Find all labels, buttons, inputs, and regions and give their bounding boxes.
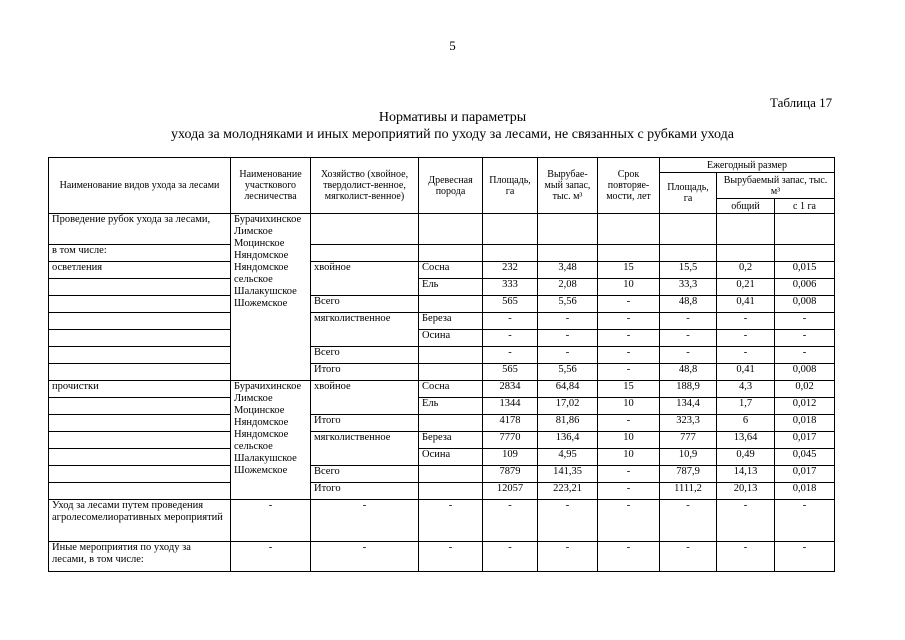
table-cell: 4,95 bbox=[538, 449, 598, 466]
economy-cell: хвойное bbox=[311, 381, 419, 415]
table-cell: 0,012 bbox=[775, 398, 835, 415]
table-cell: 232 bbox=[483, 262, 538, 279]
table-subtitle: ухода за молодняками и иных мероприятий по уходу за лесами, не связанных с рубками ухода bbox=[171, 127, 734, 142]
species-cell: Ель bbox=[419, 398, 483, 415]
row-label: Уход за лесами путем проведения агролесомелиоративных мероприятий bbox=[49, 500, 231, 542]
table-cell: 7770 bbox=[483, 432, 538, 449]
table-cell: - bbox=[660, 330, 717, 347]
empty-cell bbox=[49, 279, 231, 296]
table-label: Таблица 17 bbox=[770, 95, 833, 110]
table-cell: 48,8 bbox=[660, 296, 717, 313]
table-cell: - bbox=[775, 347, 835, 364]
empty-cell bbox=[49, 398, 231, 415]
table-cell: 14,13 bbox=[717, 466, 775, 483]
row-label: Проведение рубок ухода за лесами, bbox=[49, 214, 231, 245]
table-cell: 33,3 bbox=[660, 279, 717, 296]
table-cell: 777 bbox=[660, 432, 717, 449]
species-cell: Береза bbox=[419, 313, 483, 330]
table-cell: - bbox=[483, 500, 538, 542]
table-cell: 223,21 bbox=[538, 483, 598, 500]
table-cell: 12057 bbox=[483, 483, 538, 500]
table-title: Нормативы и параметры bbox=[378, 110, 527, 125]
header-per-ha: с 1 га bbox=[775, 199, 835, 214]
empty-cell bbox=[419, 296, 483, 313]
total-label: Итого bbox=[311, 364, 419, 381]
table-cell: 0,017 bbox=[775, 466, 835, 483]
table-cell: 188,9 bbox=[660, 381, 717, 398]
table-cell: - bbox=[775, 330, 835, 347]
table-cell: - bbox=[717, 542, 775, 572]
empty-cell bbox=[49, 449, 231, 466]
table-cell: 10 bbox=[598, 279, 660, 296]
table-cell: - bbox=[538, 500, 598, 542]
table-cell: 20,13 bbox=[717, 483, 775, 500]
empty-cell bbox=[717, 214, 775, 245]
subtotal-label: Всего bbox=[311, 347, 419, 364]
table-cell: - bbox=[775, 542, 835, 572]
table-cell: - bbox=[538, 347, 598, 364]
table-cell: 136,4 bbox=[538, 432, 598, 449]
table-cell: - bbox=[660, 347, 717, 364]
empty-cell bbox=[311, 214, 419, 245]
economy-cell: хвойное bbox=[311, 262, 419, 296]
table-cell: 10 bbox=[598, 398, 660, 415]
empty-cell bbox=[419, 245, 483, 262]
forestry-list: Бурачихинское Лимское Моцинское Няндомское Няндомское сельское Шалакушское Шожемское bbox=[231, 214, 311, 381]
header-species: Древесная порода bbox=[419, 158, 483, 214]
table-cell: 15,5 bbox=[660, 262, 717, 279]
header-total: общий bbox=[717, 199, 775, 214]
table-cell: - bbox=[717, 500, 775, 542]
table-cell: 10 bbox=[598, 432, 660, 449]
forestry-list: Бурачихинское Лимское Моцинское Няндомское Няндомское сельское Шалакушское Шожемское bbox=[231, 381, 311, 500]
row-label: в том числе: bbox=[49, 245, 231, 262]
table-cell: - bbox=[660, 500, 717, 542]
table-cell: 141,35 bbox=[538, 466, 598, 483]
table-cell: - bbox=[483, 330, 538, 347]
row-label: осветления bbox=[49, 262, 231, 279]
empty-cell bbox=[598, 245, 660, 262]
empty-cell bbox=[660, 245, 717, 262]
empty-cell bbox=[49, 432, 231, 449]
header-type: Наименование видов ухода за лесами bbox=[49, 158, 231, 214]
subtotal-label: Всего bbox=[311, 296, 419, 313]
table-cell: - bbox=[775, 500, 835, 542]
table-cell: 2,08 bbox=[538, 279, 598, 296]
empty-cell bbox=[717, 245, 775, 262]
table-cell: 565 bbox=[483, 364, 538, 381]
table-cell: 1344 bbox=[483, 398, 538, 415]
table-cell: 0,41 bbox=[717, 364, 775, 381]
table-cell: 7879 bbox=[483, 466, 538, 483]
table-cell: 4178 bbox=[483, 415, 538, 432]
table-cell: 2834 bbox=[483, 381, 538, 398]
table-cell: 134,4 bbox=[660, 398, 717, 415]
table-cell: - bbox=[538, 313, 598, 330]
table-cell: - bbox=[598, 542, 660, 572]
table-cell: 0,015 bbox=[775, 262, 835, 279]
empty-cell bbox=[419, 364, 483, 381]
header-annual-stock: Вырубаемый запас, тыс. м³ bbox=[717, 173, 835, 199]
empty-cell bbox=[538, 214, 598, 245]
table-cell: 17,02 bbox=[538, 398, 598, 415]
species-cell: Сосна bbox=[419, 381, 483, 398]
table-cell: - bbox=[598, 415, 660, 432]
table-cell: 0,045 bbox=[775, 449, 835, 466]
empty-cell bbox=[419, 483, 483, 500]
empty-cell bbox=[483, 214, 538, 245]
empty-cell bbox=[49, 313, 231, 330]
empty-cell bbox=[775, 214, 835, 245]
row-label: Иные мероприятия по уходу за лесами, в том числе: bbox=[49, 542, 231, 572]
table-cell: 323,3 bbox=[660, 415, 717, 432]
table-cell: 15 bbox=[598, 262, 660, 279]
table-cell: - bbox=[231, 500, 311, 542]
table-cell: - bbox=[598, 347, 660, 364]
table-cell: - bbox=[598, 500, 660, 542]
table-cell: 333 bbox=[483, 279, 538, 296]
empty-cell bbox=[775, 245, 835, 262]
empty-cell bbox=[49, 483, 231, 500]
table-cell: - bbox=[483, 313, 538, 330]
table-cell: 6 bbox=[717, 415, 775, 432]
table-cell: 0,018 bbox=[775, 483, 835, 500]
table-cell: - bbox=[598, 296, 660, 313]
table-cell: 0,017 bbox=[775, 432, 835, 449]
table-cell: 0,018 bbox=[775, 415, 835, 432]
empty-cell bbox=[660, 214, 717, 245]
table-cell: - bbox=[717, 347, 775, 364]
table-cell: - bbox=[660, 542, 717, 572]
table-cell: 13,64 bbox=[717, 432, 775, 449]
species-cell: Осина bbox=[419, 449, 483, 466]
page-number: 5 bbox=[449, 38, 456, 53]
empty-cell bbox=[49, 296, 231, 313]
table-cell: 10,9 bbox=[660, 449, 717, 466]
subtotal-label: Всего bbox=[311, 466, 419, 483]
table-cell: - bbox=[538, 330, 598, 347]
header-economy: Хозяйство (хвойное, твердолист-венное, мягколист-венное) bbox=[311, 158, 419, 214]
table-cell: 48,8 bbox=[660, 364, 717, 381]
economy-cell: мягколиственное bbox=[311, 432, 419, 466]
table-cell: 0,008 bbox=[775, 296, 835, 313]
table-cell: - bbox=[775, 313, 835, 330]
table-cell: 109 bbox=[483, 449, 538, 466]
table-cell: 0,02 bbox=[775, 381, 835, 398]
total-label: Итого bbox=[311, 483, 419, 500]
table-cell: - bbox=[419, 542, 483, 572]
table-cell: 0,21 bbox=[717, 279, 775, 296]
empty-cell bbox=[419, 214, 483, 245]
species-cell: Сосна bbox=[419, 262, 483, 279]
table-cell: 64,84 bbox=[538, 381, 598, 398]
header-period: Срок повторяе-мости, лет bbox=[598, 158, 660, 214]
table-cell: - bbox=[660, 313, 717, 330]
table-cell: - bbox=[311, 542, 419, 572]
table-cell: - bbox=[483, 542, 538, 572]
empty-cell bbox=[598, 214, 660, 245]
table-cell: 10 bbox=[598, 449, 660, 466]
row-label: прочистки bbox=[49, 381, 231, 398]
table-cell: - bbox=[598, 313, 660, 330]
table-cell: - bbox=[419, 500, 483, 542]
table-cell: 4,3 bbox=[717, 381, 775, 398]
table-cell: - bbox=[483, 347, 538, 364]
species-cell: Осина bbox=[419, 330, 483, 347]
empty-cell bbox=[538, 245, 598, 262]
header-annual-area: Площадь, га bbox=[660, 173, 717, 214]
table-cell: - bbox=[598, 364, 660, 381]
table-cell: - bbox=[717, 313, 775, 330]
table-cell: 5,56 bbox=[538, 296, 598, 313]
table-cell: 5,56 bbox=[538, 364, 598, 381]
norms-table bbox=[48, 157, 835, 572]
header-area: Площадь, га bbox=[483, 158, 538, 214]
header-stock: Вырубае-мый запас, тыс. м³ bbox=[538, 158, 598, 214]
table-cell: - bbox=[598, 330, 660, 347]
empty-cell bbox=[49, 415, 231, 432]
header-annual: Ежегодный размер bbox=[660, 158, 835, 173]
table-cell: 0,49 bbox=[717, 449, 775, 466]
table-cell: - bbox=[231, 542, 311, 572]
empty-cell bbox=[49, 466, 231, 483]
table-cell: - bbox=[538, 542, 598, 572]
table-cell: 81,86 bbox=[538, 415, 598, 432]
table-cell: 1,7 bbox=[717, 398, 775, 415]
table-cell: 0,008 bbox=[775, 364, 835, 381]
table-cell: 15 bbox=[598, 381, 660, 398]
table-cell: 3,48 bbox=[538, 262, 598, 279]
empty-cell bbox=[419, 466, 483, 483]
total-label: Итого bbox=[311, 415, 419, 432]
table-cell: 565 bbox=[483, 296, 538, 313]
empty-cell bbox=[419, 347, 483, 364]
empty-cell bbox=[311, 245, 419, 262]
table-cell: 0,41 bbox=[717, 296, 775, 313]
species-cell: Ель bbox=[419, 279, 483, 296]
empty-cell bbox=[49, 364, 231, 381]
species-cell: Береза bbox=[419, 432, 483, 449]
economy-cell: мягколиственное bbox=[311, 313, 419, 347]
table-cell: 0,2 bbox=[717, 262, 775, 279]
header-forestry: Наименование участкового лесничества bbox=[231, 158, 311, 214]
empty-cell bbox=[419, 415, 483, 432]
table-cell: - bbox=[598, 466, 660, 483]
empty-cell bbox=[49, 330, 231, 347]
table-cell: 1111,2 bbox=[660, 483, 717, 500]
table-cell: - bbox=[311, 500, 419, 542]
empty-cell bbox=[49, 347, 231, 364]
table-cell: - bbox=[598, 483, 660, 500]
table-cell: 0,006 bbox=[775, 279, 835, 296]
table-cell: - bbox=[717, 330, 775, 347]
empty-cell bbox=[483, 245, 538, 262]
table-cell: 787,9 bbox=[660, 466, 717, 483]
